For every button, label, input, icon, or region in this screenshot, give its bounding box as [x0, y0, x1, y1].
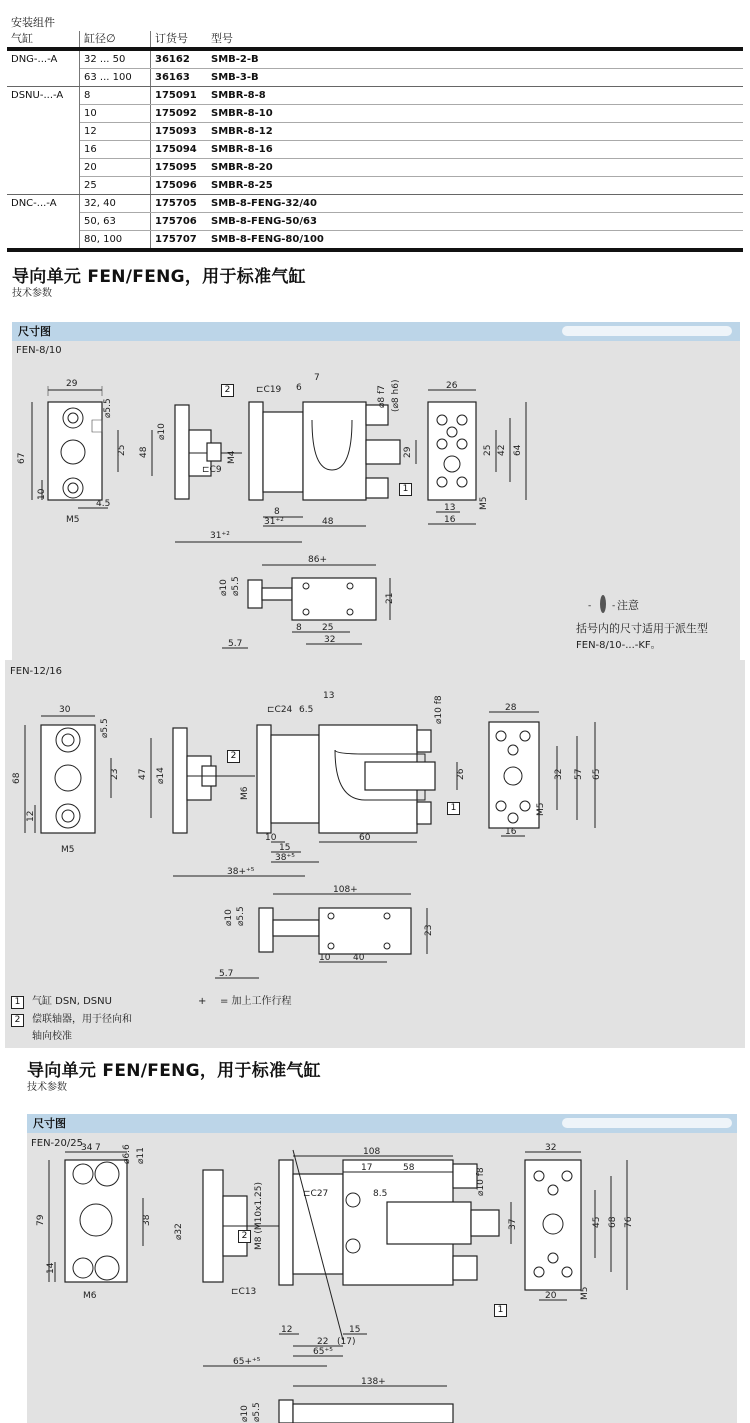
- svg-text:M4: M4: [227, 450, 237, 464]
- drawing-label: FEN-8/10: [16, 345, 62, 356]
- svg-text:68: 68: [12, 772, 22, 784]
- table-cell: SMBR-8-10: [207, 105, 743, 123]
- main-view: [249, 373, 416, 527]
- table-cell: 175091: [151, 87, 208, 105]
- table-cell: SMB-8-FENG-50/63: [207, 213, 743, 231]
- svg-text:(17): (17): [337, 1337, 356, 1347]
- technical-drawing-fen-8-10: [12, 360, 740, 660]
- legend-box-1: 1: [11, 996, 24, 1009]
- svg-text:76: 76: [624, 1216, 634, 1228]
- table-cell: 175092: [151, 105, 208, 123]
- svg-text:23: 23: [110, 768, 120, 780]
- svg-text:58: 58: [403, 1163, 415, 1173]
- svg-text:65: 65: [592, 768, 602, 780]
- table-cell: DNC-...-A: [7, 195, 80, 213]
- svg-text:79: 79: [36, 1214, 46, 1226]
- note-label: 注意: [617, 599, 639, 612]
- table-cell: 36162: [151, 49, 208, 69]
- svg-text:31⁺²: 31⁺²: [210, 531, 230, 541]
- table-cell: [7, 213, 80, 231]
- blurred-watermark: [562, 1118, 732, 1128]
- svg-text:108: 108: [363, 1147, 381, 1157]
- svg-text:⌀5.5: ⌀5.5: [103, 398, 113, 418]
- svg-text:⌀32: ⌀32: [174, 1223, 184, 1240]
- svg-text:⌀10 f8: ⌀10 f8: [476, 1167, 486, 1196]
- svg-text:23: 23: [424, 924, 434, 936]
- svg-text:10: 10: [265, 833, 277, 843]
- svg-text:⌀5.5: ⌀5.5: [100, 718, 110, 738]
- callout-box-2: 2: [221, 384, 234, 397]
- svg-text:5.7: 5.7: [219, 969, 234, 979]
- svg-text:65+⁺⁵: 65+⁺⁵: [233, 1357, 261, 1367]
- svg-text:M6: M6: [240, 786, 250, 800]
- section-title: 导向单元 FEN/FENG，用于标准气缸: [27, 1061, 321, 1081]
- svg-text:42: 42: [497, 444, 507, 456]
- svg-text:47: 47: [138, 768, 148, 780]
- svg-text:⊏C13: ⊏C13: [231, 1287, 257, 1297]
- svg-text:10: 10: [37, 488, 47, 500]
- svg-text:16: 16: [444, 515, 456, 525]
- svg-text:⌀5.5: ⌀5.5: [252, 1402, 262, 1422]
- table-cell: 80, 100: [80, 231, 151, 251]
- svg-text:M5: M5: [536, 802, 546, 816]
- main-view: [257, 691, 466, 863]
- callout-box-2: 2: [227, 750, 240, 763]
- legend-plus: +: [198, 996, 207, 1007]
- callout-box-1: 1: [447, 802, 460, 815]
- bottom-view: [215, 885, 434, 979]
- section-subtitle: 技术参数: [12, 288, 52, 299]
- table-cell: 175706: [151, 213, 208, 231]
- table-cell: SMBR-8-20: [207, 159, 743, 177]
- svg-text:31⁺²: 31⁺²: [264, 517, 284, 527]
- svg-text:64: 64: [513, 444, 523, 456]
- table-cell: [7, 69, 80, 87]
- callout-box-2: 2: [238, 1230, 251, 1243]
- table-cell: SMBR-8-16: [207, 141, 743, 159]
- svg-text:68: 68: [608, 1216, 618, 1228]
- svg-text:(⌀8 h6): (⌀8 h6): [391, 379, 401, 412]
- svg-text:⌀11: ⌀11: [136, 1147, 146, 1164]
- svg-text:12: 12: [281, 1325, 293, 1335]
- section-subtitle: 技术参数: [27, 1082, 67, 1093]
- svg-text:25: 25: [483, 444, 493, 456]
- legend-item-1: 气缸 DSN, DSNU: [32, 996, 112, 1007]
- table-cell: 50, 63: [80, 213, 151, 231]
- svg-text:30: 30: [59, 705, 71, 715]
- table-cell: 175707: [151, 231, 208, 251]
- table-cell: 25: [80, 177, 151, 195]
- svg-text:40: 40: [353, 953, 365, 963]
- svg-text:M5: M5: [479, 496, 489, 510]
- svg-text:32: 32: [324, 635, 336, 645]
- svg-text:28: 28: [505, 703, 517, 713]
- svg-text:14: 14: [46, 1262, 56, 1274]
- legend-item-2b: 轴向校准: [32, 1031, 72, 1042]
- svg-text:6: 6: [296, 383, 302, 393]
- header-model: 型号: [207, 31, 743, 49]
- front-view: [36, 1143, 152, 1301]
- table-cell: SMB-3-B: [207, 69, 743, 87]
- note-line-2: FEN-8/10-...-KF。: [576, 640, 661, 651]
- svg-text:38⁺⁵: 38⁺⁵: [275, 853, 295, 863]
- svg-text:7: 7: [314, 373, 320, 383]
- svg-text:26: 26: [456, 768, 466, 780]
- end-view: [525, 1143, 634, 1301]
- end-view: [428, 381, 526, 525]
- svg-text:15: 15: [349, 1325, 361, 1335]
- svg-text:25: 25: [322, 623, 334, 633]
- svg-text:13: 13: [323, 691, 335, 701]
- drawing-label: FEN-12/16: [10, 666, 62, 677]
- table-cell: 175705: [151, 195, 208, 213]
- svg-text:⌀8 f7: ⌀8 f7: [377, 385, 387, 408]
- svg-text:-: -: [588, 601, 592, 611]
- front-view: [12, 705, 120, 855]
- mounting-kit-table: [7, 15, 743, 252]
- table-cell: SMB-8-FENG-32/40: [207, 195, 743, 213]
- table-cell: 175095: [151, 159, 208, 177]
- svg-text:8: 8: [274, 507, 280, 517]
- svg-text:6.5: 6.5: [299, 705, 314, 715]
- svg-text:⌀6.6: ⌀6.6: [122, 1144, 132, 1164]
- legend-item-2: 偿联轴器，用于径向和: [32, 1014, 132, 1025]
- svg-text:M5: M5: [66, 515, 80, 525]
- svg-text:7: 7: [95, 1143, 101, 1153]
- table-cell: [7, 141, 80, 159]
- table-cell: 175093: [151, 123, 208, 141]
- svg-text:⌀10: ⌀10: [224, 909, 234, 926]
- table-cell: [7, 123, 80, 141]
- svg-text:⌀10: ⌀10: [219, 579, 229, 596]
- note-symbol-icon: [600, 595, 606, 613]
- table-cell: 12: [80, 123, 151, 141]
- svg-text:⌀10 f8: ⌀10 f8: [434, 695, 444, 724]
- svg-text:13: 13: [444, 503, 456, 513]
- svg-text:⊏C9: ⊏C9: [202, 465, 222, 475]
- table-cell: [7, 159, 80, 177]
- svg-text:M5: M5: [580, 1286, 590, 1300]
- svg-text:17: 17: [361, 1163, 373, 1173]
- table-group-header: 安装组件: [11, 16, 55, 29]
- table-cell: 32 ... 50: [80, 49, 151, 69]
- table-cell: [7, 105, 80, 123]
- svg-text:8.5: 8.5: [373, 1189, 388, 1199]
- svg-text:⌀14: ⌀14: [156, 767, 166, 784]
- table-cell: 16: [80, 141, 151, 159]
- svg-text:37: 37: [508, 1218, 518, 1230]
- svg-text:4.5: 4.5: [96, 499, 111, 509]
- svg-text:⌀5.5: ⌀5.5: [236, 906, 246, 926]
- table-cell: SMBR-8-8: [207, 87, 743, 105]
- svg-text:32: 32: [545, 1143, 557, 1153]
- main-view: [240, 1147, 518, 1423]
- dimension-bar: 尺寸图: [27, 1114, 737, 1133]
- svg-text:15: 15: [279, 843, 291, 853]
- svg-text:M5: M5: [61, 845, 75, 855]
- svg-text:-: -: [612, 601, 616, 611]
- table-cell: SMB-8-FENG-80/100: [207, 231, 743, 251]
- svg-text:⊏C19: ⊏C19: [256, 385, 282, 395]
- svg-text:60: 60: [359, 833, 371, 843]
- svg-text:38+⁺⁵: 38+⁺⁵: [227, 867, 255, 877]
- svg-text:48: 48: [139, 446, 149, 458]
- front-view: [17, 379, 127, 525]
- table-cell: SMB-2-B: [207, 49, 743, 69]
- svg-text:21: 21: [385, 592, 395, 604]
- callout-box-1: 1: [399, 483, 412, 496]
- header-cylinder: 气缸: [7, 31, 80, 49]
- table-cell: [7, 231, 80, 251]
- svg-text:22: 22: [317, 1337, 329, 1347]
- table-cell: SMBR-8-12: [207, 123, 743, 141]
- svg-text:⌀10: ⌀10: [240, 1405, 250, 1422]
- bottom-view: [219, 555, 395, 649]
- table-cell: 175096: [151, 177, 208, 195]
- section-title: 导向单元 FEN/FENG，用于标准气缸: [12, 267, 306, 287]
- svg-text:⌀5.5: ⌀5.5: [231, 576, 241, 596]
- table-cell: 8: [80, 87, 151, 105]
- svg-text:29: 29: [66, 379, 78, 389]
- svg-text:57: 57: [574, 768, 584, 780]
- svg-text:48: 48: [322, 517, 334, 527]
- blurred-watermark: [562, 326, 732, 336]
- table-cell: 36163: [151, 69, 208, 87]
- svg-text:25: 25: [117, 444, 127, 456]
- svg-text:45: 45: [592, 1216, 602, 1228]
- svg-text:M8 (M10x1.25): M8 (M10x1.25): [254, 1182, 264, 1250]
- svg-text:20: 20: [545, 1291, 557, 1301]
- technical-drawing-fen-12-16: [5, 680, 745, 990]
- svg-text:138+: 138+: [361, 1377, 386, 1387]
- svg-text:5.7: 5.7: [228, 639, 243, 649]
- svg-text:32: 32: [554, 768, 564, 780]
- table-cell: 63 ... 100: [80, 69, 151, 87]
- table-cell: [7, 177, 80, 195]
- note-line-1: 括号内的尺寸适用于派生型: [576, 622, 708, 635]
- svg-text:26: 26: [446, 381, 458, 391]
- svg-text:⊏C24: ⊏C24: [267, 705, 293, 715]
- svg-text:38: 38: [142, 1214, 152, 1226]
- legend-plus-text: = 加上工作行程: [220, 996, 292, 1007]
- table-cell: 175094: [151, 141, 208, 159]
- svg-text:86+: 86+: [308, 555, 327, 565]
- callout-box-1: 1: [494, 1304, 507, 1317]
- legend-box-2: 2: [11, 1014, 24, 1027]
- svg-text:65⁺⁵: 65⁺⁵: [313, 1347, 333, 1357]
- table-cell: 10: [80, 105, 151, 123]
- svg-text:10: 10: [319, 953, 331, 963]
- table-cell: 32, 40: [80, 195, 151, 213]
- svg-text:67: 67: [17, 452, 27, 464]
- table-cell: DSNU-...-A: [7, 87, 80, 105]
- table-cell: 20: [80, 159, 151, 177]
- header-bore: 缸径∅: [80, 31, 151, 49]
- table-cell: DNG-...-A: [7, 49, 80, 69]
- svg-text:M6: M6: [83, 1291, 97, 1301]
- svg-text:12: 12: [26, 810, 36, 822]
- end-view: [489, 703, 602, 837]
- drawing-label: FEN-20/25: [31, 1138, 83, 1149]
- svg-text:34: 34: [81, 1143, 93, 1153]
- svg-text:⌀10: ⌀10: [157, 423, 167, 440]
- svg-text:8: 8: [296, 623, 302, 633]
- svg-text:29: 29: [403, 446, 413, 458]
- svg-text:108+: 108+: [333, 885, 358, 895]
- table-cell: SMBR-8-25: [207, 177, 743, 195]
- header-order-no: 订货号: [151, 31, 208, 49]
- svg-text:16: 16: [505, 827, 517, 837]
- svg-text:⊏C27: ⊏C27: [303, 1189, 329, 1199]
- dimension-bar: 尺寸图: [12, 322, 740, 341]
